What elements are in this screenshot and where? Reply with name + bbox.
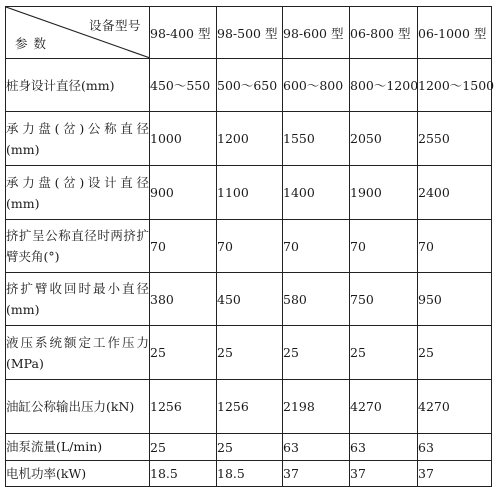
header-row — [6, 7, 492, 59]
table-row — [6, 380, 492, 434]
param-label: 油泵流量(L/min) — [6, 434, 150, 461]
value-cell: 25 — [150, 326, 217, 380]
value-cell: 2050 — [350, 112, 418, 166]
value-cell: 1000 — [150, 112, 217, 166]
value-cell: 900 — [150, 166, 217, 220]
value-cell: 63 — [283, 434, 350, 461]
value-cell: 70 — [350, 220, 418, 273]
value-cell: 70 — [418, 220, 492, 273]
value-cell: 4270 — [350, 380, 418, 434]
value-cell: 1550 — [283, 112, 350, 166]
spec-table-container — [5, 6, 495, 487]
table-row — [6, 220, 492, 273]
value-cell: 1256 — [150, 380, 217, 434]
corner-label-model: 设备型号 — [88, 18, 141, 33]
value-cell: 37 — [283, 461, 350, 487]
value-cell: 70 — [283, 220, 350, 273]
value-cell: 4270 — [418, 380, 492, 434]
value-cell: 600～800 — [283, 59, 350, 112]
param-label: 电机功率(kW) — [6, 461, 150, 487]
value-cell: 63 — [350, 434, 418, 461]
table-row — [6, 273, 492, 326]
value-cell: 2550 — [418, 112, 492, 166]
value-cell: 25 — [283, 326, 350, 380]
value-cell: 1900 — [350, 166, 418, 220]
param-label: 桩身设计直径(mm) — [6, 59, 150, 112]
value-cell: 70 — [150, 220, 217, 273]
value-cell: 950 — [418, 273, 492, 326]
value-cell: 18.5 — [217, 461, 283, 487]
table-row — [6, 59, 492, 112]
table-row — [6, 461, 492, 487]
value-cell: 1400 — [283, 166, 350, 220]
value-cell: 18.5 — [150, 461, 217, 487]
param-label: 承力盘(岔)公称直径(mm) — [6, 112, 150, 166]
table-row — [6, 326, 492, 380]
value-cell: 800～1200 — [350, 59, 418, 112]
value-cell: 500～650 — [217, 59, 283, 112]
value-cell: 25 — [418, 326, 492, 380]
value-cell: 1200 — [217, 112, 283, 166]
value-cell: 1100 — [217, 166, 283, 220]
value-cell: 63 — [418, 434, 492, 461]
value-cell: 1256 — [217, 380, 283, 434]
value-cell: 25 — [350, 326, 418, 380]
param-label: 挤扩臂收回时最小直径(mm) — [6, 273, 150, 326]
value-cell: 25 — [150, 434, 217, 461]
value-cell: 37 — [418, 461, 492, 487]
value-cell: 1200～1500 — [418, 59, 492, 112]
value-cell: 37 — [350, 461, 418, 487]
value-cell: 450～550 — [150, 59, 217, 112]
param-label: 油缸公称输出压力(kN) — [6, 380, 150, 434]
param-label: 液压系统额定工作压力(MPa) — [6, 326, 150, 380]
value-cell: 750 — [350, 273, 418, 326]
model-header-cell: 06-800 型 — [350, 7, 418, 59]
model-header-cell: 98-600 型 — [283, 7, 350, 59]
table-row — [6, 166, 492, 220]
corner-label-parameter: 参数 — [15, 36, 53, 51]
value-cell: 380 — [150, 273, 217, 326]
table-row — [6, 112, 492, 166]
value-cell: 580 — [283, 273, 350, 326]
model-header-cell: 06-1000 型 — [418, 7, 492, 59]
model-header-cell: 98-500 型 — [217, 7, 283, 59]
param-label: 挤扩呈公称直径时两挤扩臂夹角(°) — [6, 220, 150, 273]
value-cell: 450 — [217, 273, 283, 326]
param-label: 承力盘(岔)设计直径(mm) — [6, 166, 150, 220]
equipment-spec-table — [5, 6, 495, 487]
value-cell: 2198 — [283, 380, 350, 434]
value-cell: 70 — [217, 220, 283, 273]
value-cell: 25 — [217, 434, 283, 461]
table-row — [6, 434, 492, 461]
header-corner-cell — [6, 7, 150, 59]
value-cell: 2400 — [418, 166, 492, 220]
value-cell: 25 — [217, 326, 283, 380]
model-header-cell: 98-400 型 — [150, 7, 217, 59]
